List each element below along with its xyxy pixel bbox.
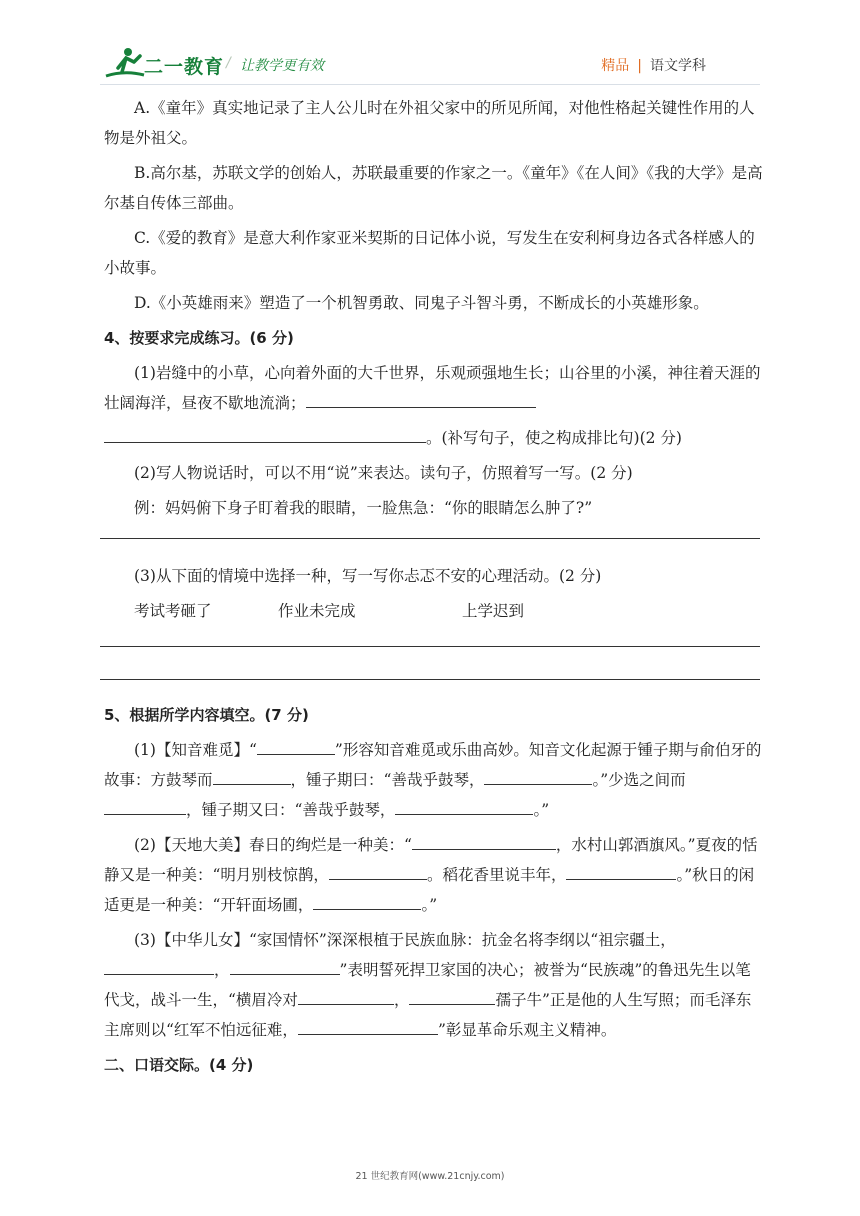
option-c: C.《爱的教育》是意大利作家亚米契斯的日记体小说，写发生在安利柯身边各式各样感人的小故事。 — [104, 229, 755, 277]
scenario-option[interactable]: 考试考砸了 — [134, 602, 212, 620]
scenario-option[interactable]: 上学迟到 — [462, 602, 525, 620]
q5-text: 。稻花香里说丰年， — [426, 866, 567, 884]
answer-blank[interactable] — [329, 861, 427, 880]
option-d: D.《小英雄雨来》塑造了一个机智勇敢、同鬼子斗智斗勇，不断成长的小英雄形象。 — [134, 294, 709, 312]
q5-text: ，锺子期曰：“善哉乎鼓琴， — [290, 771, 485, 789]
q4-sub2-example: 例：妈妈俯下身子盯着我的眼睛，一脸焦急：“你的眼睛怎么肿了?” — [134, 499, 593, 517]
tag-divider: | — [637, 58, 642, 74]
q5-part1 — [104, 735, 764, 825]
answer-line[interactable] — [100, 679, 760, 680]
q5-text: 。” — [533, 801, 550, 819]
q5-text: 。”秋日的闲适更是一种美：“开轩面场圃， — [104, 866, 755, 914]
q5-text: ”形容知音难觅或乐曲高妙。知音文化起源于锺子期与俞伯牙的故事：方鼓琴而 — [104, 741, 762, 789]
q5-text: ， — [393, 991, 410, 1009]
q5-text: ， — [214, 961, 230, 979]
question-4-title: 4、按要求完成练习。(6 分) — [104, 329, 294, 347]
answer-blank[interactable] — [306, 389, 536, 408]
q5-text: ”表明誓死捍卫家国的决心；被誉为“民族魂”的鲁迅先生以笔代戈，战斗一生，“横眉冷对 — [104, 961, 751, 1009]
q5-text: (3)【中华儿女】“家国情怀”深深根植于民族血脉：抗金名将李纲以“祖宗疆土， — [134, 931, 676, 949]
answer-blank[interactable] — [104, 956, 214, 975]
q5-part3 — [104, 925, 764, 1045]
q4-sub1-text: (1)岩缝中的小草，心向着外面的大千世界，乐观顽强地生长；山谷里的小溪，神往着天涯的壮阔海洋，昼夜不歇地流淌； — [104, 364, 761, 412]
answer-blank[interactable] — [298, 1016, 438, 1035]
question-5-title: 5、根据所学内容填空。(7 分) — [104, 706, 309, 724]
answer-blank[interactable] — [257, 736, 335, 755]
scenario-options — [104, 596, 764, 626]
q4-sub2-title: (2)写人物说话时，可以不用“说”来表达。读句子，仿照着写一写。(2 分) — [134, 464, 633, 482]
subject-tag: 语文学科 — [650, 58, 706, 74]
option-b: B.高尔基，苏联文学的创始人，苏联最重要的作家之一。《童年》《在人间》《我的大学》是高尔基自传体三部曲。 — [104, 164, 763, 212]
page-header — [0, 0, 860, 90]
q4-sub3-title: (3)从下面的情境中选择一种，写一写你忐忑不安的心理活动。(2 分) — [134, 567, 602, 585]
answer-blank[interactable] — [484, 766, 592, 785]
q4-sub1-cont — [104, 423, 764, 453]
q5-text: (1)【知音难觅】“ — [134, 741, 257, 759]
answer-blank[interactable] — [104, 424, 426, 443]
answer-blank[interactable] — [412, 831, 556, 850]
answer-blank[interactable] — [213, 766, 291, 785]
q5-part2 — [104, 830, 764, 920]
answer-line[interactable] — [100, 538, 760, 539]
option-a: A.《童年》真实地记录了主人公儿时在外祖父家中的所见所闻，对他性格起关键性作用的人物是外祖父。 — [104, 99, 755, 147]
premium-tag: 精品 — [601, 58, 630, 74]
q5-text: ”彰显革命乐观主义精神。 — [437, 1021, 617, 1039]
q5-text: ，锺子期又曰：“善哉乎鼓琴， — [186, 801, 396, 819]
answer-blank[interactable] — [395, 796, 533, 815]
brand-slogan: 让教学更有效 — [240, 58, 324, 74]
section-2-title: 二、口语交际。(4 分) — [104, 1056, 254, 1074]
q5-text: (2)【天地大美】春日的绚烂是一种美：“ — [134, 836, 412, 854]
q5-text: ，水村山郭酒旗风。”夏夜的恬静又是一种美：“明月别枝惊鹊， — [104, 836, 758, 884]
page-footer: 21 世纪教育网(www.21cnjy.com) — [355, 1171, 505, 1182]
header-tags — [601, 55, 706, 75]
q4-sub1 — [104, 358, 764, 418]
q5-text: 孺子牛”正是他的人生写照；而毛泽东主席则以“红军不怕远征难， — [104, 991, 752, 1039]
answer-line[interactable] — [100, 646, 760, 647]
answer-blank[interactable] — [313, 891, 421, 910]
answer-blank[interactable] — [298, 986, 394, 1005]
slogan-separator: / — [226, 55, 231, 71]
header-divider — [100, 84, 760, 85]
answer-blank[interactable] — [409, 986, 495, 1005]
answer-blank[interactable] — [566, 861, 676, 880]
q5-text: 。” — [421, 896, 438, 914]
q4-sub1-tail: 。(补写句子，使之构成排比句)(2 分) — [426, 429, 682, 447]
brand-name: 二一教育 — [144, 56, 225, 78]
worksheet-body — [104, 93, 764, 1085]
answer-blank[interactable] — [104, 796, 186, 815]
q5-text: 。”少选之间而 — [592, 771, 686, 789]
answer-blank[interactable] — [230, 956, 340, 975]
scenario-option[interactable]: 作业未完成 — [278, 602, 356, 620]
